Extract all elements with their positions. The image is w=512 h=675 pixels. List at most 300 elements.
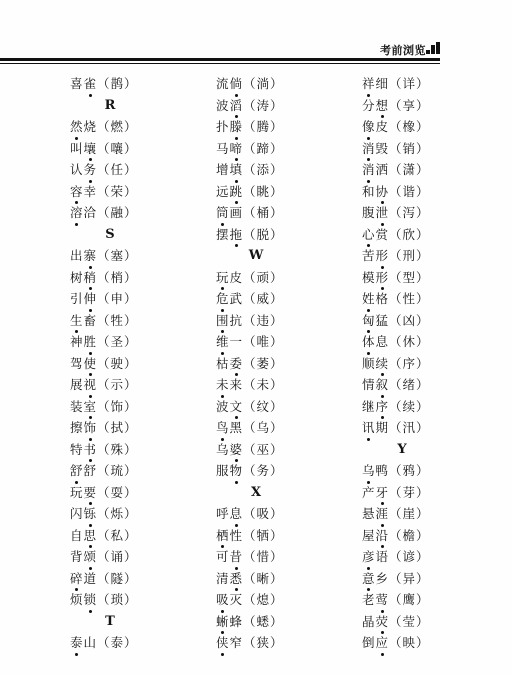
- paren-open: （: [389, 420, 403, 435]
- word-entry: [216, 396, 346, 418]
- paren-close: ）: [124, 119, 138, 134]
- misspelled-word: 老莺: [362, 589, 389, 611]
- word-entry: [216, 288, 346, 310]
- paren-open: （: [97, 162, 111, 177]
- misspelled-word: 喜雀: [70, 73, 97, 95]
- misspelled-word: 像皮: [362, 116, 389, 138]
- word-entry: [362, 138, 492, 160]
- correct-character: 谐: [402, 183, 417, 199]
- word-entry: [70, 374, 200, 396]
- misspelled-word: 危武: [216, 288, 243, 310]
- paren-close: ）: [124, 506, 138, 521]
- word-entry: [362, 159, 492, 181]
- paren-close: ）: [416, 398, 430, 414]
- paren-close: ）: [416, 205, 430, 220]
- word-entry: [70, 417, 200, 439]
- misspelled-word: 容幸: [70, 181, 97, 203]
- paren-close: ）: [416, 269, 430, 285]
- paren-open: （: [389, 226, 403, 242]
- word-entry: [216, 224, 346, 246]
- correct-character: 淌: [256, 76, 271, 91]
- correct-character: 萎: [256, 355, 271, 371]
- misspelled-word: 枯委: [216, 353, 243, 375]
- misspelled-word: 清悉: [216, 568, 243, 590]
- paren-open: （: [243, 506, 257, 521]
- correct-character: 汛: [402, 420, 417, 435]
- misspelled-word: 祥细: [362, 73, 389, 95]
- paren-open: （: [389, 527, 403, 543]
- misspelled-word: 和协: [362, 181, 389, 203]
- correct-character: 驶: [110, 355, 125, 371]
- misspelled-word: 意乡: [362, 568, 389, 590]
- paren-open: （: [97, 291, 111, 306]
- word-entry: [362, 611, 492, 633]
- misspelled-word: 消毁: [362, 138, 389, 160]
- word-entry: [216, 73, 346, 95]
- paren-close: ）: [270, 334, 284, 349]
- word-entry: [216, 95, 346, 117]
- paren-close: ）: [124, 549, 138, 564]
- emphasis-dot: [367, 438, 370, 441]
- paren-open: （: [97, 592, 111, 607]
- paren-close: ）: [416, 162, 430, 177]
- correct-character: 燃: [110, 119, 125, 134]
- correct-character: 牺: [256, 527, 271, 543]
- word-entry: [70, 245, 200, 267]
- correct-character: 鹊: [110, 76, 125, 91]
- paren-close: ）: [416, 570, 430, 586]
- correct-character: 纹: [256, 398, 271, 414]
- paren-open: （: [389, 355, 403, 371]
- word-entry: [216, 632, 346, 654]
- word-column-2: [216, 73, 346, 654]
- word-entry: [362, 224, 492, 246]
- correct-character: 蟋: [256, 613, 271, 629]
- correct-character: 休: [402, 334, 417, 349]
- correct-character: 荣: [110, 183, 125, 199]
- paren-open: （: [243, 570, 257, 586]
- correct-character: 私: [110, 527, 125, 543]
- paren-close: ）: [416, 119, 430, 134]
- word-entry: [362, 73, 492, 95]
- paren-open: （: [389, 506, 403, 521]
- word-entry: [70, 460, 200, 482]
- paren-close: ）: [124, 76, 138, 91]
- word-entry: [70, 353, 200, 375]
- word-entry: [216, 546, 346, 568]
- paren-close: ）: [270, 226, 284, 242]
- paren-close: ）: [416, 527, 430, 543]
- paren-close: ）: [416, 377, 430, 392]
- paren-close: ）: [416, 463, 430, 478]
- paren-open: （: [389, 162, 403, 177]
- paren-open: （: [97, 506, 111, 521]
- misspelled-word: 倒应: [362, 632, 389, 654]
- paren-close: ）: [270, 549, 284, 564]
- paren-close: ）: [416, 355, 430, 371]
- paren-close: ）: [416, 420, 430, 435]
- paren-open: （: [97, 463, 111, 478]
- misspelled-word: 流倘: [216, 73, 243, 95]
- paren-close: ）: [270, 119, 284, 134]
- misspelled-word: 晶荧: [362, 611, 389, 633]
- correct-character: 烁: [110, 506, 125, 521]
- paren-open: （: [243, 527, 257, 543]
- paren-close: ）: [124, 570, 138, 586]
- paren-open: （: [97, 420, 111, 435]
- paren-close: ）: [124, 291, 138, 306]
- word-entry: [216, 417, 346, 439]
- correct-character: 融: [110, 205, 125, 220]
- paren-close: ）: [416, 506, 430, 521]
- paren-open: （: [389, 205, 403, 220]
- paren-open: （: [243, 205, 257, 220]
- word-entry: [362, 331, 492, 353]
- paren-open: （: [243, 162, 257, 177]
- correct-character: 性: [402, 291, 417, 306]
- paren-open: （: [389, 377, 403, 392]
- paren-open: （: [97, 205, 111, 220]
- section-letter: S: [105, 226, 115, 242]
- paren-open: （: [389, 97, 403, 113]
- correct-character: 映: [402, 635, 417, 650]
- misspelled-word: 彦语: [362, 546, 389, 568]
- misspelled-word: 增填: [216, 159, 243, 181]
- paren-open: （: [389, 398, 403, 414]
- correct-character: 型: [402, 269, 417, 285]
- word-entry: [362, 288, 492, 310]
- misspelled-word: 苦形: [362, 245, 389, 267]
- misspelled-word: 碎道: [70, 568, 97, 590]
- paren-open: （: [243, 269, 257, 285]
- correct-character: 销: [402, 140, 417, 156]
- misspelled-word: 擦饰: [70, 417, 97, 439]
- paren-open: （: [243, 549, 257, 564]
- paren-open: （: [243, 441, 257, 457]
- paren-open: （: [389, 140, 403, 156]
- paren-open: （: [389, 291, 403, 306]
- paren-open: （: [97, 76, 111, 91]
- word-entry: [362, 95, 492, 117]
- emphasis-dot: [89, 94, 92, 97]
- misspelled-word: 继序: [362, 396, 389, 418]
- paren-open: （: [97, 484, 111, 500]
- correct-character: 唯: [256, 334, 271, 349]
- word-entry: [70, 310, 200, 332]
- word-entry: [70, 632, 200, 654]
- paren-open: （: [97, 527, 111, 543]
- paren-close: ）: [124, 248, 138, 263]
- paren-open: （: [243, 377, 257, 392]
- paren-open: （: [243, 635, 257, 650]
- word-entry: [216, 159, 346, 181]
- emphasis-dot: [381, 653, 384, 656]
- correct-character: 琐: [110, 592, 125, 607]
- word-entry: [70, 116, 200, 138]
- misspelled-word: 扑滕: [216, 116, 243, 138]
- section-letter: R: [104, 97, 116, 113]
- paren-close: ）: [124, 334, 138, 349]
- paren-open: （: [97, 269, 111, 285]
- paren-close: ）: [270, 97, 284, 113]
- paren-close: ）: [416, 312, 430, 328]
- paren-open: （: [243, 140, 257, 156]
- misspelled-word: 体息: [362, 331, 389, 353]
- paren-close: ）: [270, 592, 284, 607]
- paren-open: （: [243, 119, 257, 134]
- paren-open: （: [97, 377, 111, 392]
- correct-character: 鹰: [402, 592, 417, 607]
- misspelled-word: 匈猛: [362, 310, 389, 332]
- paren-open: （: [389, 248, 403, 263]
- paren-open: （: [389, 592, 403, 607]
- paren-open: （: [243, 463, 257, 478]
- misspelled-word: 波滔: [216, 95, 243, 117]
- correct-character: 嚷: [110, 140, 125, 156]
- misspelled-word: 自思: [70, 525, 97, 547]
- correct-character: 诵: [110, 549, 125, 564]
- misspelled-word: 生畜: [70, 310, 97, 332]
- misspelled-word: 装室: [70, 396, 97, 418]
- paren-open: （: [389, 484, 403, 500]
- paren-close: ）: [270, 527, 284, 543]
- paren-open: （: [97, 183, 111, 199]
- word-entry: [362, 181, 492, 203]
- misspelled-word: 服物: [216, 460, 243, 482]
- paren-open: （: [97, 140, 111, 156]
- misspelled-word: 吸灭: [216, 589, 243, 611]
- word-entry: [216, 138, 346, 160]
- paren-open: （: [97, 570, 111, 586]
- paren-close: ）: [416, 635, 430, 650]
- misspelled-word: 溶洽: [70, 202, 97, 224]
- misspelled-word: 鸟黑: [216, 417, 243, 439]
- correct-character: 绪: [402, 377, 417, 392]
- paren-close: ）: [270, 420, 284, 435]
- correct-character: 刑: [402, 248, 417, 263]
- word-entry: [362, 482, 492, 504]
- paren-open: （: [97, 635, 111, 650]
- correct-character: 顽: [256, 269, 271, 285]
- word-entry: [70, 546, 200, 568]
- paren-close: ）: [270, 183, 284, 199]
- paren-open: （: [243, 420, 257, 435]
- word-entry: [216, 353, 346, 375]
- paren-close: ）: [416, 140, 430, 156]
- correct-character: 饰: [110, 398, 125, 414]
- correct-character: 惜: [256, 549, 271, 564]
- paren-open: （: [97, 334, 111, 349]
- misspelled-word: 出寨: [70, 245, 97, 267]
- correct-character: 牲: [110, 312, 125, 328]
- correct-character: 欣: [402, 226, 417, 242]
- paren-close: ）: [124, 527, 138, 543]
- paren-close: ）: [416, 226, 430, 242]
- paren-close: ）: [124, 162, 138, 177]
- word-entry: [216, 374, 346, 396]
- paren-close: ）: [416, 248, 430, 263]
- word-entry: [216, 525, 346, 547]
- correct-character: 琉: [110, 463, 125, 478]
- paren-close: ）: [416, 334, 430, 349]
- misspelled-word: 玩皮: [216, 267, 243, 289]
- paren-open: （: [243, 592, 257, 607]
- correct-character: 拭: [110, 420, 125, 435]
- correct-character: 乌: [256, 420, 271, 435]
- emphasis-dot: [221, 653, 224, 656]
- correct-character: 晰: [256, 570, 271, 586]
- section-letter: X: [250, 484, 262, 500]
- word-entry: [216, 611, 346, 633]
- correct-character: 涛: [256, 97, 271, 113]
- correct-character: 隧: [110, 570, 125, 586]
- misspelled-word: 乌婆: [216, 439, 243, 461]
- misspelled-word: 情叙: [362, 374, 389, 396]
- correct-character: 橡: [402, 119, 417, 134]
- header-square-icon: [426, 42, 438, 56]
- paren-close: ）: [270, 312, 284, 328]
- misspelled-word: 悬涯: [362, 503, 389, 525]
- correct-character: 殊: [110, 441, 125, 457]
- paren-open: （: [389, 119, 403, 134]
- correct-character: 圣: [110, 334, 125, 349]
- misspelled-word: 呼息: [216, 503, 243, 525]
- paren-open: （: [389, 613, 403, 629]
- word-entry: [216, 439, 346, 461]
- emphasis-dot: [75, 223, 78, 226]
- misspelled-word: 顺续: [362, 353, 389, 375]
- paren-close: ）: [416, 97, 430, 113]
- word-entry: [216, 310, 346, 332]
- misspelled-word: 树稍: [70, 267, 97, 289]
- paren-close: ）: [124, 463, 138, 478]
- paren-open: （: [243, 312, 257, 328]
- misspelled-word: 维一: [216, 331, 243, 353]
- paren-close: ）: [124, 355, 138, 371]
- misspelled-word: 乌鸭: [362, 460, 389, 482]
- word-entry: [216, 116, 346, 138]
- misspelled-word: 产牙: [362, 482, 389, 504]
- paren-close: ）: [124, 269, 138, 285]
- correct-character: 耍: [110, 484, 125, 500]
- misspelled-word: 驾使: [70, 353, 97, 375]
- paren-open: （: [97, 549, 111, 564]
- paren-close: ）: [270, 205, 284, 220]
- paren-close: ）: [270, 506, 284, 521]
- paren-open: （: [97, 398, 111, 414]
- misspelled-word: 筒画: [216, 202, 243, 224]
- emphasis-dot: [89, 610, 92, 613]
- correct-character: 详: [402, 76, 417, 91]
- word-entry: [216, 503, 346, 525]
- paren-open: （: [97, 119, 111, 134]
- word-entry: [362, 116, 492, 138]
- misspelled-word: 侠窄: [216, 632, 243, 654]
- paren-open: （: [389, 183, 403, 199]
- correct-character: 塞: [110, 248, 125, 263]
- correct-character: 示: [110, 377, 125, 392]
- misspelled-word: 围抗: [216, 310, 243, 332]
- section-letter: W: [248, 248, 264, 263]
- correct-character: 威: [256, 291, 271, 306]
- correct-character: 吸: [256, 506, 271, 521]
- word-entry: [70, 202, 200, 224]
- paren-close: ）: [270, 635, 284, 650]
- header-rule-thick: [0, 58, 440, 61]
- misspelled-word: 远跳: [216, 181, 243, 203]
- paren-close: ）: [416, 183, 430, 199]
- word-entry: [216, 202, 346, 224]
- word-entry: [70, 503, 200, 525]
- section-letter: T: [105, 613, 115, 629]
- correct-character: 蹄: [256, 140, 271, 156]
- correct-character: 谚: [402, 549, 417, 564]
- correct-character: 鸦: [402, 463, 417, 478]
- paren-close: ）: [270, 355, 284, 371]
- paren-open: （: [243, 398, 257, 414]
- correct-character: 凶: [402, 312, 417, 328]
- misspelled-word: 闪铄: [70, 503, 97, 525]
- word-entry: [216, 460, 346, 482]
- header-title: 考前浏览: [380, 44, 426, 57]
- word-entry: [216, 331, 346, 353]
- paren-open: （: [389, 463, 403, 478]
- paren-open: （: [389, 269, 403, 285]
- correct-character: 桶: [256, 205, 271, 220]
- correct-character: 添: [256, 162, 271, 177]
- paren-close: ）: [416, 613, 430, 629]
- correct-character: 眺: [256, 183, 271, 199]
- word-entry: [362, 310, 492, 332]
- correct-character: 异: [402, 570, 417, 586]
- correct-character: 务: [256, 463, 271, 478]
- correct-character: 未: [256, 377, 271, 392]
- paren-open: （: [243, 76, 257, 91]
- word-entry: [216, 589, 346, 611]
- misspelled-word: 神胜: [70, 331, 97, 353]
- word-entry: [362, 460, 492, 482]
- word-entry: [216, 181, 346, 203]
- paren-close: ）: [124, 205, 138, 220]
- word-column-3: [362, 73, 492, 654]
- misspelled-word: 栖性: [216, 525, 243, 547]
- word-entry: [362, 546, 492, 568]
- correct-character: 巫: [256, 441, 271, 457]
- page-header: [0, 0, 512, 70]
- paren-close: ）: [270, 377, 284, 392]
- paren-open: （: [389, 334, 403, 349]
- correct-character: 芽: [402, 484, 417, 500]
- misspelled-word: 屋沿: [362, 525, 389, 547]
- misspelled-word: 背颂: [70, 546, 97, 568]
- paren-open: （: [389, 76, 403, 91]
- correct-character: 任: [110, 162, 125, 177]
- word-entry: [362, 417, 492, 439]
- word-column-1: [70, 73, 200, 654]
- paren-open: （: [389, 312, 403, 328]
- paren-close: ）: [270, 76, 284, 91]
- paren-open: （: [97, 312, 111, 328]
- paren-close: ）: [124, 441, 138, 457]
- word-entry: [70, 267, 200, 289]
- misspelled-word: 舒舒: [70, 460, 97, 482]
- word-entry: [216, 568, 346, 590]
- paren-close: ）: [124, 420, 138, 435]
- misspelled-word: 马啼: [216, 138, 243, 160]
- correct-character: 续: [402, 398, 417, 414]
- misspelled-word: 模形: [362, 267, 389, 289]
- correct-character: 梢: [110, 269, 125, 285]
